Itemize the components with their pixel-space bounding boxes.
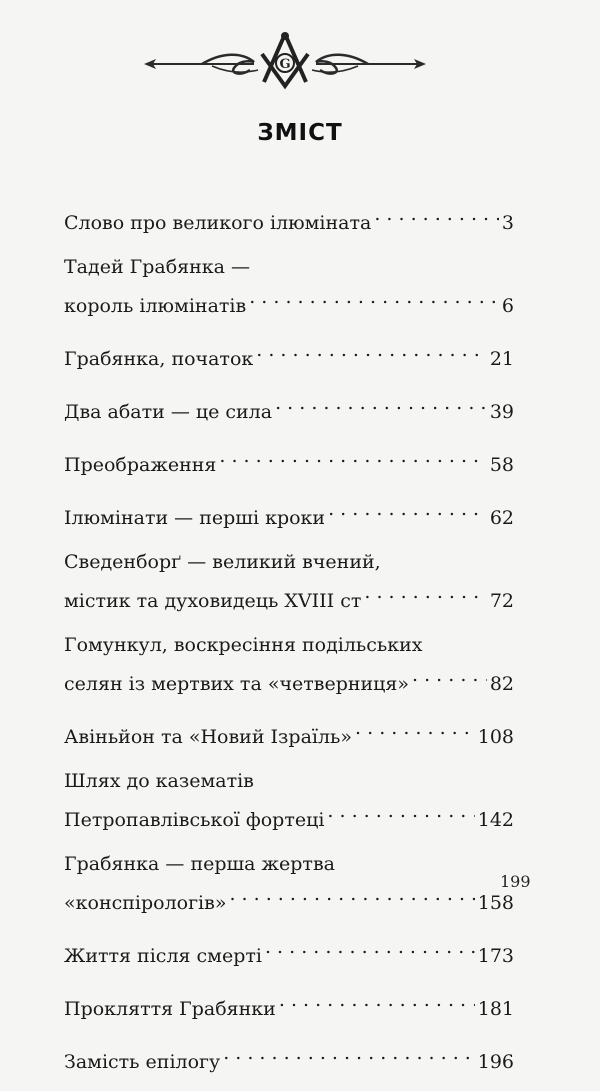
toc-entry-page-number: 6 [501, 295, 514, 317]
dot-leader [249, 282, 499, 312]
toc-entry-page-number: 21 [489, 348, 514, 370]
masonic-ornament-icon [142, 30, 428, 94]
toc-entry-title-line: містик та духовидець XVIII ст [64, 590, 362, 612]
toc-entry-title-line: король ілюмінатів [64, 295, 247, 317]
toc-entry-page-number: 58 [489, 454, 514, 476]
toc-entry-title-line: Преображення [64, 454, 217, 476]
toc-entry [64, 388, 514, 427]
toc-entry [64, 199, 514, 238]
toc-entry-title-line: селян із мертвих та «четверниця» [64, 673, 410, 695]
toc-entry [64, 547, 514, 616]
toc-entry-title-line: Сведенборґ — великий вчений, [64, 551, 381, 573]
dot-leader [412, 660, 487, 690]
dot-leader [219, 441, 486, 471]
dot-leader [328, 494, 487, 524]
toc-entry-title-line: Життя після смерті [64, 945, 262, 967]
toc-entry-title-line: Слово про великого ілюміната [64, 212, 372, 234]
dot-leader [364, 577, 486, 607]
toc-entry-row [64, 879, 514, 918]
toc-entry-title-line: Петропавлівської фортеці [64, 809, 325, 831]
toc-entry-page-number: 173 [477, 945, 514, 967]
toc-entry-title-line: «конспірологів» [64, 892, 227, 914]
toc-entry [64, 985, 514, 1024]
toc-entry-title-line: Тадей Грабянка — [64, 256, 251, 278]
toc-entry [64, 849, 514, 918]
dot-leader [265, 932, 475, 962]
toc-entry-page-number: 82 [489, 673, 514, 695]
toc-entry [64, 494, 514, 533]
toc-entry [64, 630, 514, 699]
dot-leader [223, 1038, 475, 1068]
dot-leader [275, 388, 487, 418]
toc-entry-page-number: 39 [489, 401, 514, 423]
toc-entry-page-number: 158 [477, 892, 514, 914]
toc-entry-row [64, 199, 514, 238]
toc-entry [64, 335, 514, 374]
toc-entry-row [64, 441, 514, 480]
toc-entry-title-line: Авіньйон та «Новий Ізраїль» [64, 726, 353, 748]
table-of-contents [64, 199, 514, 1091]
toc-entry-title-line: Шлях до казематів [64, 770, 254, 792]
toc-entry [64, 1038, 514, 1077]
toc-entry-page-number: 181 [477, 998, 514, 1020]
toc-entry-row [64, 796, 514, 835]
toc-entry-page-number: 72 [489, 590, 514, 612]
toc-entry-title-line: Ілюмінати — перші кроки [64, 507, 326, 529]
toc-entry-title-line: Прокляття Грабянки [64, 998, 276, 1020]
toc-entry [64, 932, 514, 971]
toc-entry-row [64, 577, 514, 616]
toc-entry-row [64, 282, 514, 321]
emblem-letter: G [279, 57, 291, 72]
dot-leader [327, 796, 474, 826]
toc-entry-row [64, 494, 514, 533]
toc-entry-row [64, 388, 514, 427]
toc-entry [64, 252, 514, 321]
toc-entry-page-number: 108 [477, 726, 514, 748]
dot-leader [279, 985, 475, 1015]
toc-entry-page-number: 142 [477, 809, 514, 831]
toc-entry-row [64, 713, 514, 752]
toc-entry-row [64, 985, 514, 1024]
toc-entry-title-line: Грабянка — перша жертва [64, 853, 335, 875]
toc-entry-title-line: Два абати — це сила [64, 401, 273, 423]
toc-entry-title-line: Замість епілогу [64, 1051, 221, 1073]
page-number: 199 [500, 872, 531, 891]
toc-entry-row [64, 335, 514, 374]
toc-entry-page-number: 62 [489, 507, 514, 529]
dot-leader [374, 199, 499, 229]
toc-entry-page-number: 3 [501, 212, 514, 234]
toc-entry-title-line: Гомункул, воскресіння подільських [64, 634, 423, 656]
page-title: ЗМІСТ [257, 120, 343, 146]
toc-entry [64, 441, 514, 480]
toc-entry [64, 713, 514, 752]
dot-leader [355, 713, 475, 743]
toc-entry [64, 766, 514, 835]
toc-entry-title-line: Грабянка, початок [64, 348, 254, 370]
toc-entry-row [64, 660, 514, 699]
toc-entry-row [64, 1038, 514, 1077]
dot-leader [229, 879, 474, 909]
toc-entry-row [64, 932, 514, 971]
dot-leader [256, 335, 487, 365]
toc-entry-page-number: 196 [477, 1051, 514, 1073]
